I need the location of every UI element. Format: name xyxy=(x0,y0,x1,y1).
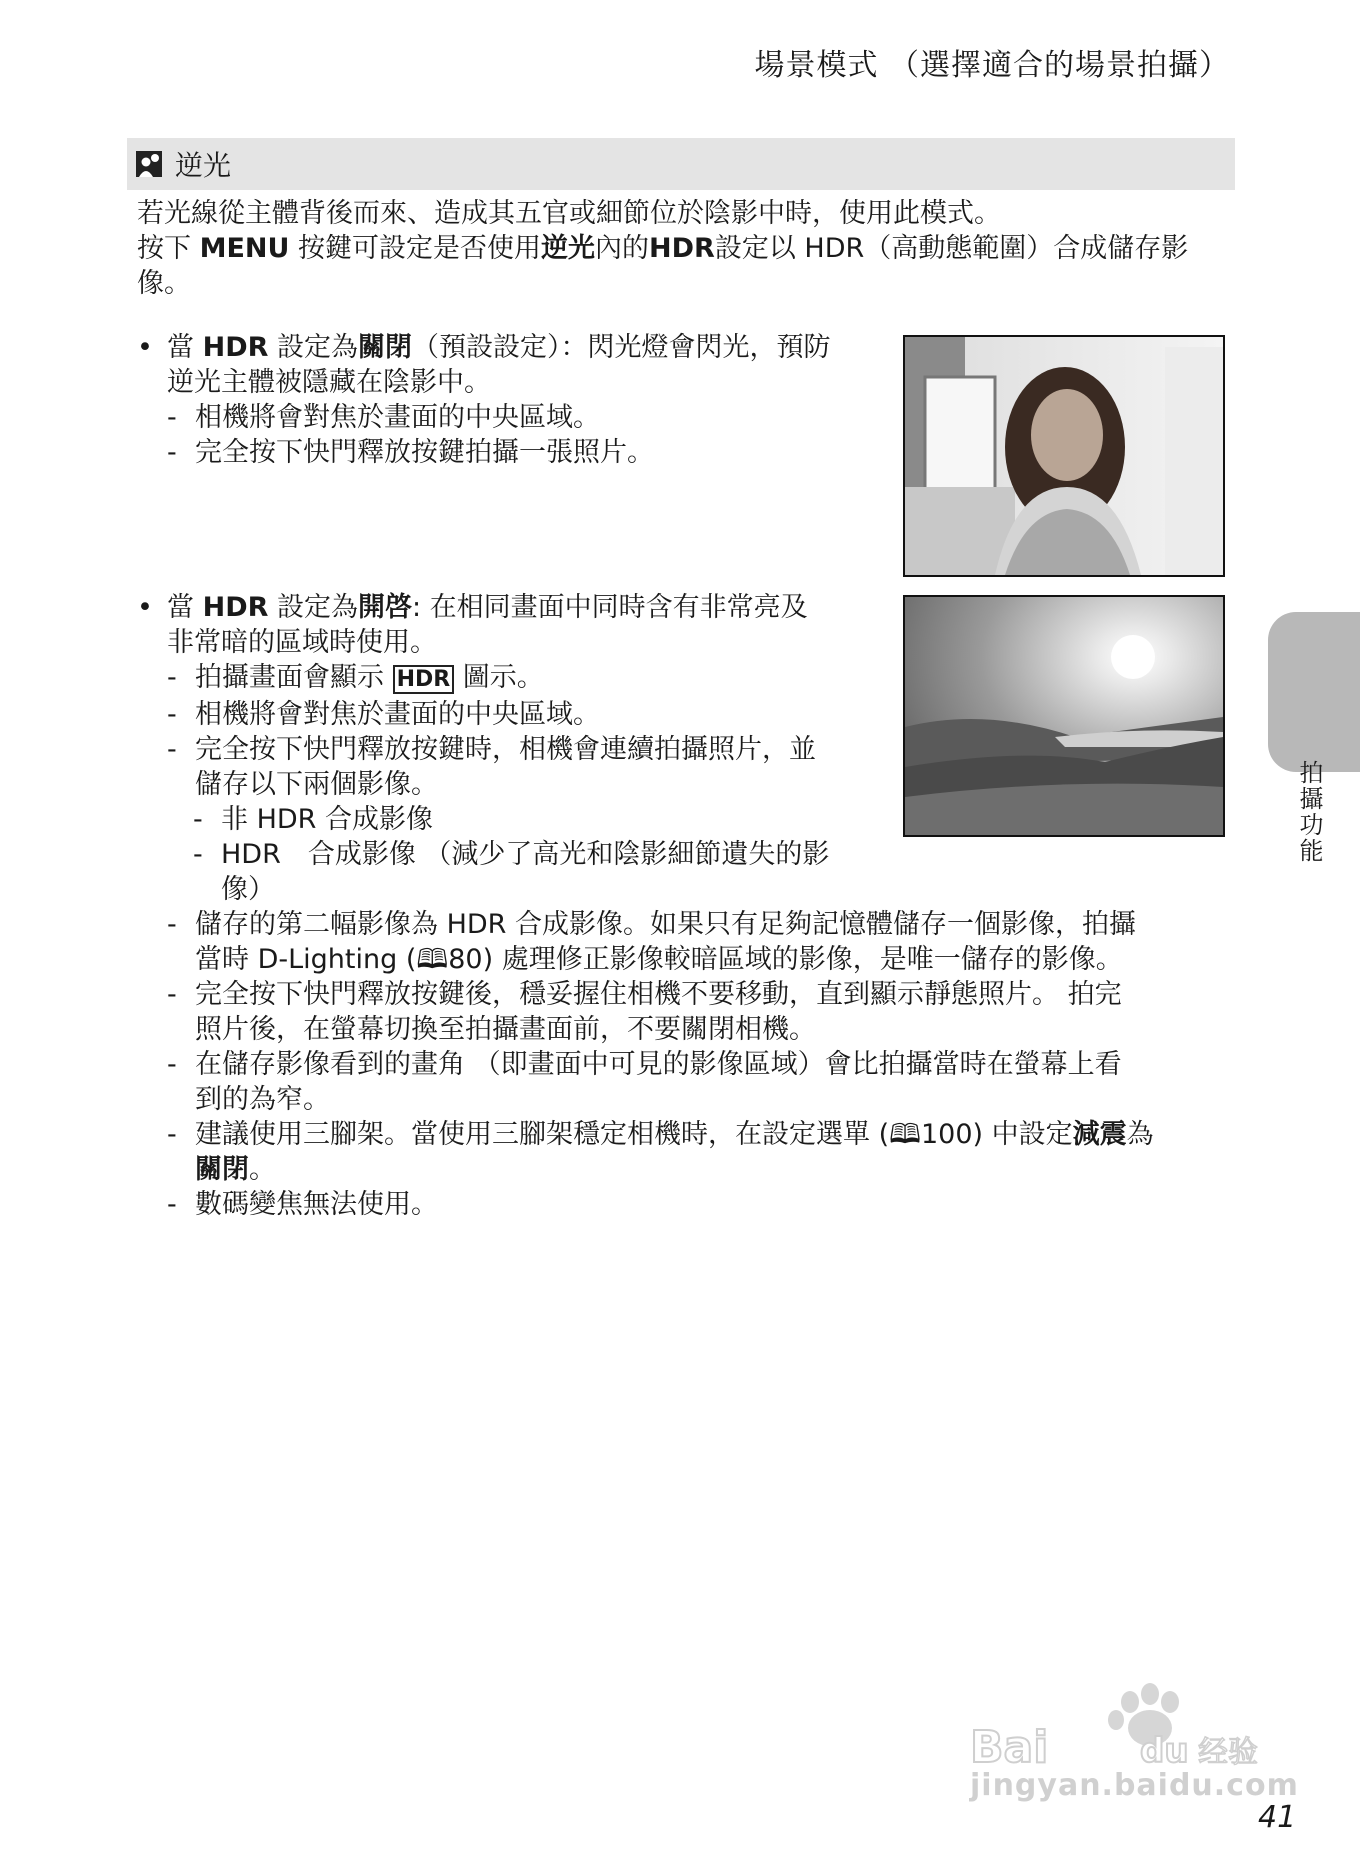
bullet-dot: • xyxy=(137,592,153,623)
list-item: - 數碼變焦無法使用。 xyxy=(167,1187,1227,1222)
book-icon: 🕮 xyxy=(416,944,449,975)
list-item: - 建議使用三腳架。當使用三腳架穩定相機時，在設定選單 (🕮100) 中設定減震為 關閉。 xyxy=(167,1117,1227,1187)
list-item: - 完全按下快門釋放按鍵拍攝一張照片。 xyxy=(167,435,897,470)
menu-key: MENU xyxy=(199,233,290,264)
section-title: 逆光 xyxy=(175,149,232,182)
intro-line-2: 按下 MENU 按鍵可設定是否使用逆光內的HDR設定以 HDR（高動態範圍）合成儲存影 xyxy=(137,233,1189,264)
list-item: - 完全按下快門釋放按鍵後，穩妥握住相機不要移動，直到顯示靜態照片。 拍完 照片後，在螢幕切換至拍攝畫面前，不要關閉相機。 xyxy=(167,977,1227,1047)
list-item: - 非 HDR 合成影像 xyxy=(193,802,1227,837)
bullet-dot: • xyxy=(137,332,153,363)
list-item: - HDR 合成影像 （減少了高光和陰影細節遺失的影 像） xyxy=(193,837,1227,907)
chapter-label: 拍攝功能 xyxy=(1295,760,1323,864)
baidu-paw-icon xyxy=(970,1680,1270,1770)
svg-text:Bai: Bai xyxy=(970,1722,1049,1770)
list-item: - 完全按下快門釋放按鍵時，相機會連續拍攝照片，並 儲存以下兩個影像。 xyxy=(167,732,1227,802)
page-number: 41 xyxy=(1258,1800,1297,1835)
list-item: - 在儲存影像看到的畫角 （即畫面中可見的影像區域）會比拍攝當時在螢幕上看 到的為窄。 xyxy=(167,1047,1227,1117)
backlit-portrait-photo xyxy=(903,335,1225,577)
intro-line-3: 像。 xyxy=(137,268,191,299)
intro-line-1: 若光線從主體背後而來、造成其五官或細節位於陰影中時，使用此模式。 xyxy=(137,198,1001,229)
watermark-url: jingyan.baidu.com xyxy=(970,1768,1299,1803)
intro-paragraph xyxy=(137,196,1227,301)
svg-text:du: du xyxy=(1140,1731,1189,1770)
book-icon: 🕮 xyxy=(889,1119,921,1150)
sun-landscape-photo xyxy=(903,595,1225,837)
backlight-scene-icon xyxy=(135,150,163,178)
page-header: 場景模式 （選擇適合的場景拍攝） xyxy=(754,48,1230,83)
baidu-watermark xyxy=(970,1680,1299,1810)
hdr-icon: HDR xyxy=(393,665,455,694)
list-item: - 相機將會對焦於畫面的中央區域。 xyxy=(167,400,897,435)
svg-text:经验: 经验 xyxy=(1198,1735,1258,1770)
section-heading xyxy=(127,138,1235,190)
list-item: - 儲存的第二幅影像為 HDR 合成影像。如果只有足夠記憶體儲存一個影像，拍攝 當時 D-Lighting (🕮80) 處理修正影像較暗區域的影像，是唯一儲存的影像。 xyxy=(167,907,1227,977)
list-item: - 拍攝畫面會顯示 HDR 圖示。 xyxy=(167,660,1227,697)
list-item: - 相機將會對焦於畫面的中央區域。 xyxy=(167,697,1227,732)
chapter-tab xyxy=(1268,612,1360,772)
